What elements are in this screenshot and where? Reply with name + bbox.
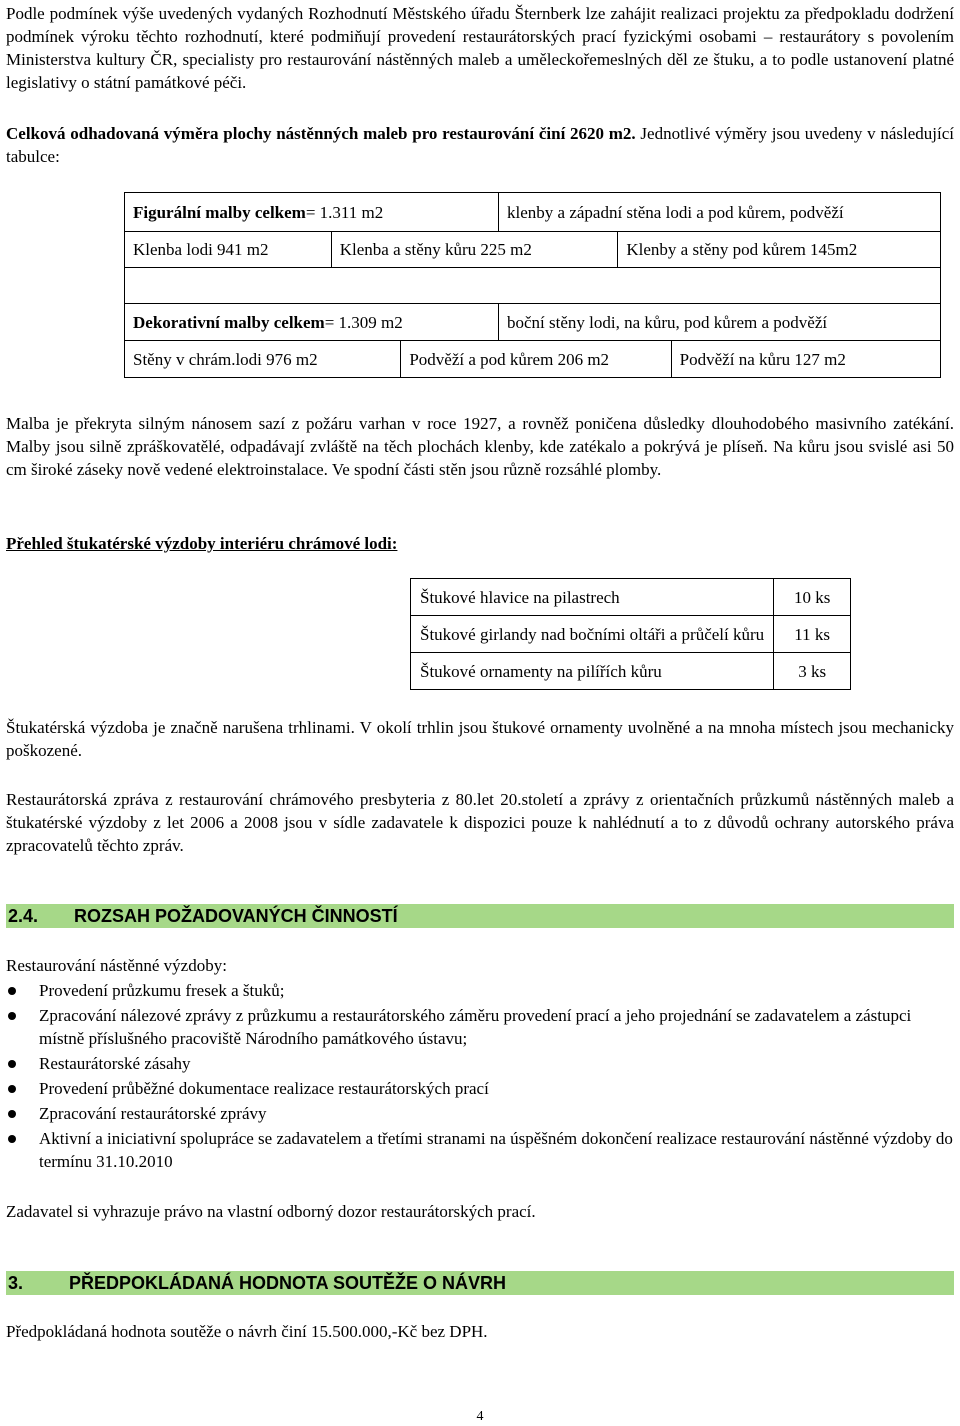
list-item: Aktivní a iniciativní spolupráce se zadavatelem a třetími stranami na úspěšném dokončení realizace restaurování nástěnné výzdoby do termínu 31.10.2010	[6, 1127, 954, 1173]
table-cell: Stěny v chrám.lodi 976 m2	[124, 340, 401, 378]
bullet-icon	[8, 1012, 16, 1020]
page-number: 4	[476, 1409, 484, 1424]
table-cell: Štukové ornamenty na pilířích kůru	[411, 653, 774, 690]
figural-total-cell: Figurální malby celkem = 1.311 m2	[124, 192, 499, 232]
damage-paragraph: Malba je překryta silným nánosem sazí z požáru varhan v roce 1927, a rovněž poničena důsledky dlouhodobého masivního zatékání. Malby jsou silně zpráškovatělé, odpadávají zvláště na těch plochách klenby, kde zatékalo a pokrývá je plíseň. Na kůru jsou svislé asi 50 cm široké záseky nově vedené elektroinstalace. Ve spodní části stěn jsou různě rozsáhlé plomby.	[6, 414, 954, 479]
section-heading-2-4	[6, 904, 954, 928]
list-item: Provedení průzkumu fresek a štuků;	[6, 979, 954, 1002]
list-item: Zpracování restaurátorské zprávy	[6, 1102, 954, 1125]
table-row	[411, 616, 851, 653]
stucco-note-paragraph: Štukatérská výzdoba je značně narušena trhlinami. V okolí trhlin jsou štukové ornamenty uvolněné a na mnoha místech jsou mechanicky poškozené.	[6, 718, 954, 760]
table-cell: Podvěží a pod kůrem 206 m2	[400, 340, 671, 378]
decorative-desc-cell: boční stěny lodi, na kůru, pod kůrem a podvěží	[498, 303, 941, 341]
bullet-icon	[8, 1110, 16, 1118]
table-cell: Štukové hlavice na pilastrech	[411, 579, 774, 616]
table-row-empty	[124, 267, 941, 304]
intro-paragraph: Podle podmínek výše uvedených vydaných Rozhodnutí Městského úřadu Šternberk lze zahájit realizaci projektu za předpokladu dodržení podmínek výroku těchto rozhodnutí, které podmiňují provedení restaurátorských prací fyzickými osobami – restaurátory s povolením Ministerstva kultury ČR, specialisty pro restaurování nástěnných maleb a uměleckořemeslných děl ze štuku, a to podle ustanovení platné legislativy o státní památkové péči.	[6, 4, 954, 92]
section-title: ROZSAH POŽADOVANÝCH ČINNOSTÍ	[74, 906, 398, 926]
section-heading-3	[6, 1271, 954, 1295]
table-cell: Klenba lodi 941 m2	[124, 231, 332, 268]
area-paragraph	[6, 122, 954, 168]
table-cell: Podvěží na kůru 127 m2	[671, 340, 941, 378]
area-table	[124, 192, 941, 378]
table-row	[411, 653, 851, 690]
table-row	[124, 192, 941, 232]
value-paragraph: Předpokládaná hodnota soutěže o návrh činí 15.500.000,-Kč bez DPH.	[6, 1322, 488, 1341]
table-row	[411, 579, 851, 616]
reports-paragraph: Restaurátorská zpráva z restaurování chrámového presbyteria z 80.let 20.století a zprávy z orientačních průzkumů nástěnných maleb a štukatérské výzdoby z let 2006 a 2008 jsou v sídle zadavatele k dispozici pouze k nahlédnutí a to z důvodů ochrany autorského práva zpracovatelů těchto zpráv.	[6, 790, 954, 855]
empty-cell	[124, 267, 941, 304]
table-cell: 3 ks	[774, 653, 851, 690]
table-cell: Štukové girlandy nad bočními oltáři a průčelí kůru	[411, 616, 774, 653]
figural-desc-cell: klenby a západní stěna lodi a pod kůrem, podvěží	[498, 192, 941, 232]
bullet-icon	[8, 1060, 16, 1068]
supervision-paragraph: Zadavatel si vyhrazuje právo na vlastní odborný dozor restaurátorských prací.	[6, 1202, 536, 1221]
section-number: 3.	[8, 1273, 24, 1293]
section-title: PŘEDPOKLÁDANÁ HODNOTA SOUTĚŽE O NÁVRH	[69, 1273, 507, 1293]
table-row	[124, 303, 941, 341]
list-item: Provedení průběžné dokumentace realizace restaurátorských prací	[6, 1077, 954, 1100]
stucco-heading: Přehled štukatérské výzdoby interiéru chrámové lodi:	[6, 534, 398, 553]
table-cell: Klenba a stěny kůru 225 m2	[331, 231, 619, 268]
stucco-table	[410, 578, 851, 690]
bullet-icon	[8, 1135, 16, 1143]
list-item: Restaurátorské zásahy	[6, 1052, 954, 1075]
table-cell: Klenby a stěny pod kůrem 145m2	[617, 231, 941, 268]
bullet-icon	[8, 1085, 16, 1093]
table-row	[124, 340, 941, 378]
area-note: Jednotlivé výměry jsou uvedeny v následující tabulce:	[6, 124, 954, 166]
activity-list	[6, 979, 954, 1175]
restoration-intro: Restaurování nástěnné výzdoby:	[6, 956, 227, 975]
area-total: Celková odhadovaná výměra plochy nástěnných maleb pro restaurování činí 2620 m2.	[6, 124, 636, 143]
decorative-total-cell: Dekorativní malby celkem = 1.309 m2	[124, 303, 499, 341]
section-number: 2.4.	[8, 906, 39, 926]
table-cell: 10 ks	[774, 579, 851, 616]
table-cell: 11 ks	[774, 616, 851, 653]
table-row	[124, 231, 941, 268]
list-item: Zpracování nálezové zprávy z průzkumu a restaurátorského záměru provedení prací a jeho projednání se zadavatelem a zástupci místně příslušného pracoviště Národního památkového ústavu;	[6, 1004, 954, 1050]
bullet-icon	[8, 987, 16, 995]
